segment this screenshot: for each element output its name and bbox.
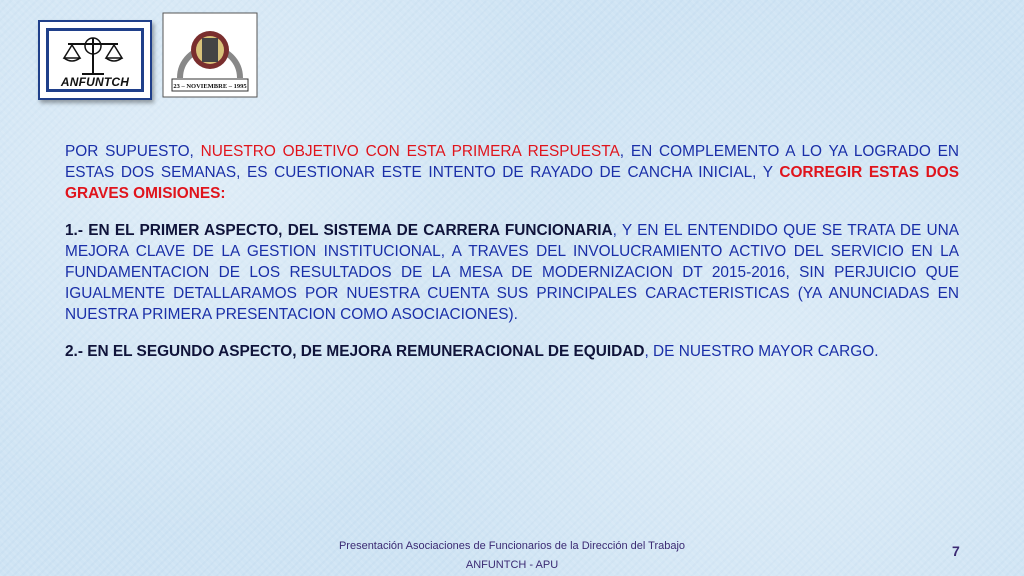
paragraph-aspect-2: [65, 341, 959, 362]
apu-logo-date: 23 – NOVIEMBRE – 1995: [173, 83, 247, 90]
anfuntch-logo: [38, 20, 152, 100]
highlight-objective: NUESTRO OBJETIVO CON ESTA PRIMERA RESPUESTA: [200, 143, 620, 160]
page-number: 7: [952, 543, 960, 559]
text-run: POR SUPUESTO,: [65, 143, 201, 160]
paragraph-aspect-1: [65, 220, 959, 325]
footer-line-2: ANFUNTCH - APU: [465, 559, 559, 571]
footer-line-1: Presentación Asociaciones de Funcionarios de la Dirección del Trabajo: [338, 540, 686, 552]
highlight-omissions: CORREGIR ESTAS DOS GRAVES OMISIONES:: [65, 164, 959, 202]
text-run: , EN COMPLEMENTO A LO YA LOGRADO EN ESTAS DOS SEMANAS, ES CUESTIONAR ESTE INTENTO DE RAYADO DE CANCHA INICIAL, Y: [65, 143, 959, 181]
slide-footer: [0, 537, 1024, 575]
apu-logo: [162, 12, 258, 98]
slide-body: [65, 141, 959, 378]
text-run: , Y EN EL ENTENDIDO QUE SE TRATA DE UNA MEJORA CLAVE DE LA GESTION INSTITUCIONAL, A TRAVES DEL INVOLUCRAMIENTO ACTIVO DEL SERVICIO EN LA FUNDAMENTACION DE LOS RESULTADOS DE LA MESA DE MODERNIZACION DT 2015-2016, SIN PERJUICIO QUE IGUALMENTE DETALLARAMOS POR NUESTRA CUENTA SUS PRINCIPALES CARACTERISTICAS (YA ANUNCIADAS EN NUESTRA PRIMERA PRESENTACION COMO ASOCIACIONES).: [65, 222, 959, 323]
scales-of-justice-icon: [62, 34, 124, 76]
anfuntch-logo-text: ANFUNTCH: [60, 75, 130, 89]
paragraph-objective: [65, 141, 959, 204]
aspect-2-heading: 2.- EN EL SEGUNDO ASPECTO, DE MEJORA REMUNERACIONAL DE EQUIDAD: [65, 343, 645, 360]
text-run: , DE NUESTRO MAYOR CARGO.: [644, 343, 879, 360]
aspect-1-heading: 1.- EN EL PRIMER ASPECTO, DEL SISTEMA DE CARRERA FUNCIONARIA: [65, 222, 613, 239]
